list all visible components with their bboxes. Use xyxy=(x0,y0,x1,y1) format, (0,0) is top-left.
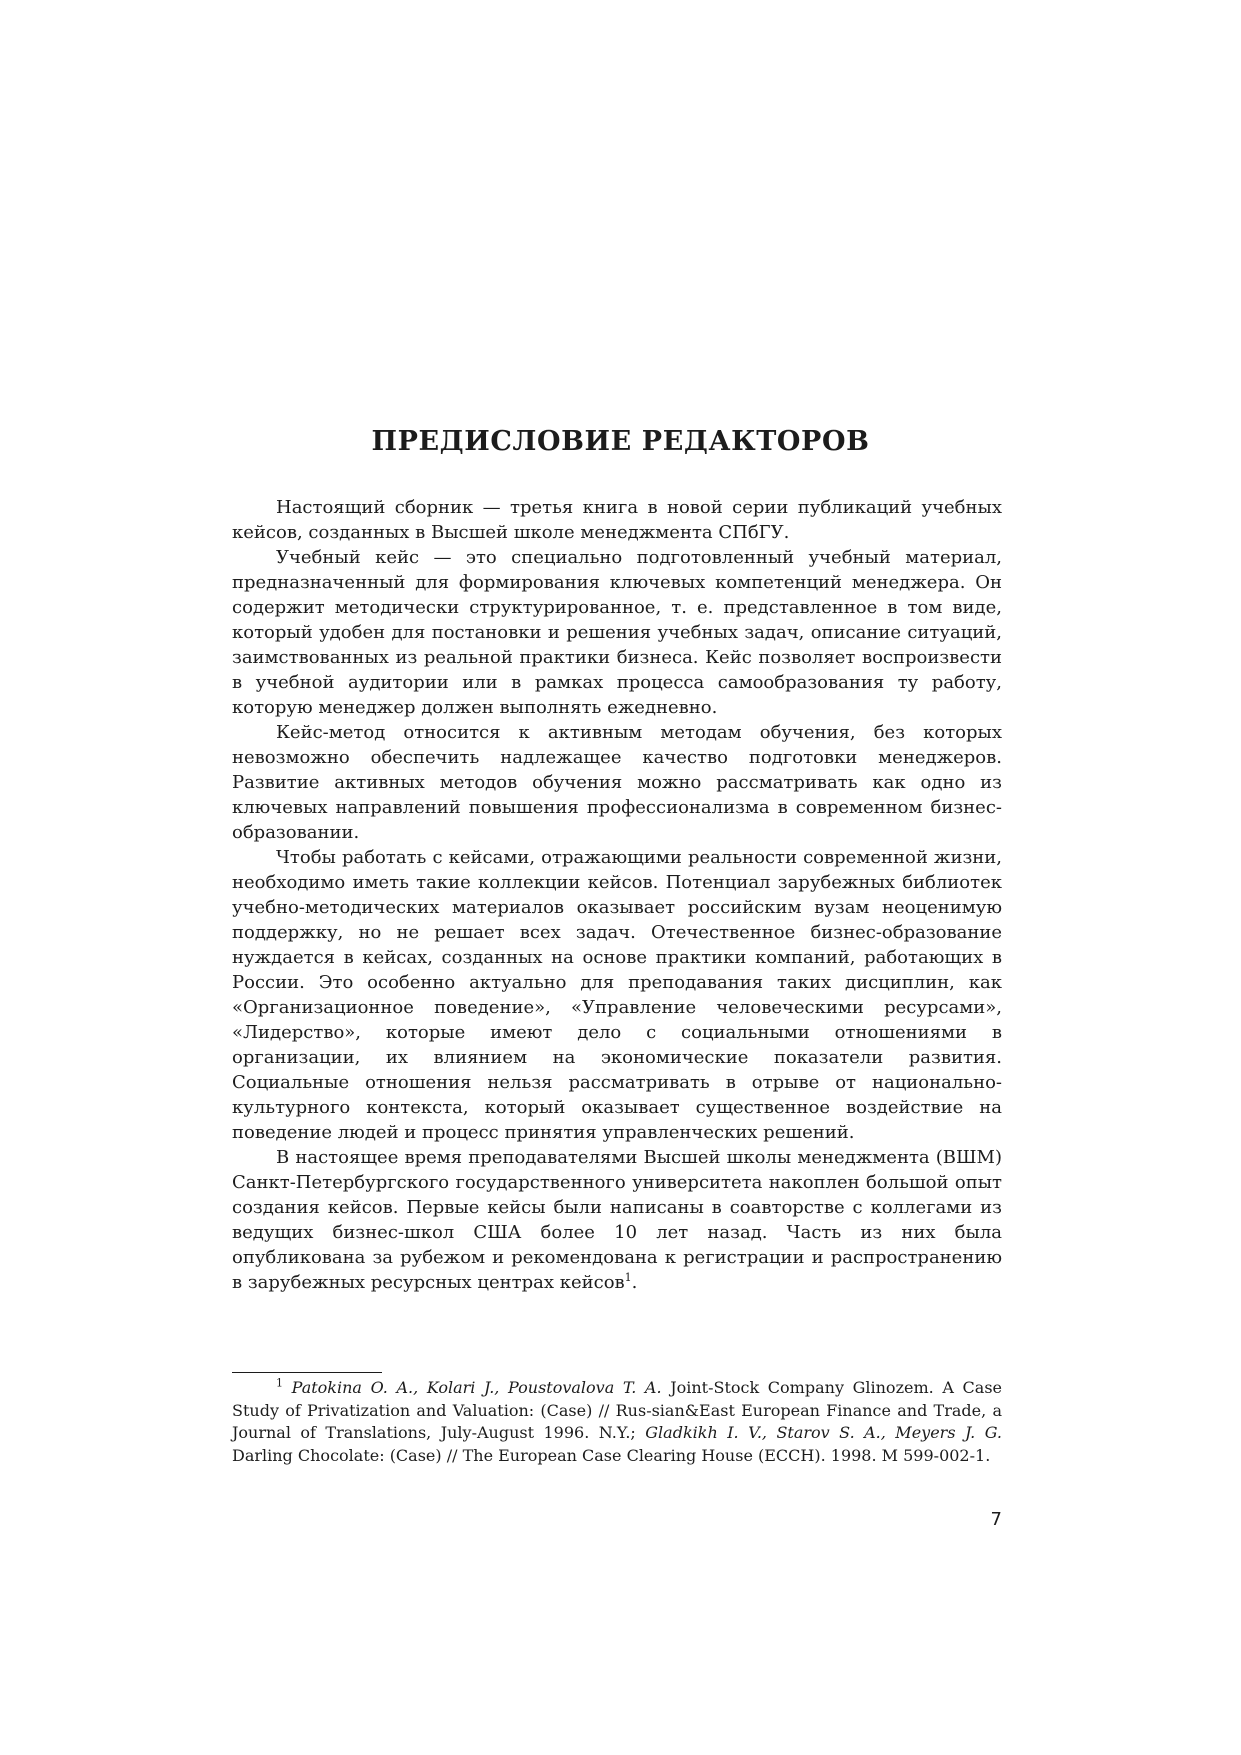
paragraph: Учебный кейс — это специально подготовленный учебный материал, предназначенный для формирования ключевых компетенций менеджера. Он содержит методически структурированное, т. е. представленное в том виде, который удобен для постановки и решения учебных задач, описание ситуаций, заимствованных из реальной практики бизнеса. Кейс позволяет воспроизвести в учебной аудитории или в рамках процесса самообразования ту работу, которую менеджер должен выполнять ежедневно. xyxy=(232,547,1002,718)
paragraph-text: В настоящее время преподавателями Высшей школы менеджмента (ВШМ) Санкт-Петербургского государственного университета накоплен большой опыт создания кейсов. Первые кейсы были написаны в соавторстве с коллегами из ведущих бизнес-школ США более 10 лет назад. Часть из них была опубликована за рубежом и рекомендована к регистрации и распространению в зарубежных ресурсных центрах кейсов xyxy=(232,1147,1002,1293)
footnote xyxy=(232,1377,1002,1467)
page-number: 7 xyxy=(990,1509,1002,1530)
paragraph: Кейс-метод относится к активным методам обучения, без которых невозможно обеспечить надлежащее качество подготовки менеджеров. Развитие активных методов обучения можно рассматривать как одно из ключевых направлений повышения профессионализма в современном бизнес-образовании. xyxy=(232,722,1002,843)
page-title: ПРЕДИСЛОВИЕ РЕДАКТОРОВ xyxy=(371,426,870,457)
footnote-text: Joint-Stock Company Glinozem. A Case Study of Privatization and Valuation: (Case) // Rus-sian&East European Finance and Trade, a Journal of Translations, July-August 1996. N.Y.; xyxy=(232,1378,1002,1442)
footnote-reference: 1 xyxy=(624,1271,632,1284)
paragraph: В настоящее время преподавателями Высшей школы менеджмента (ВШМ) Санкт-Петербургского государственного университета накоплен большой опыт создания кейсов. Первые кейсы были написаны в соавторстве с коллегами из ведущих бизнес-школ США более 10 лет назад. Часть из них была опубликована за рубежом и рекомендована к регистрации и распространению в зарубежных ресурсных центрах кейсов$^1$. xyxy=(232,1147,1002,1293)
body-text xyxy=(232,495,1002,1295)
footnote-number: 1 xyxy=(276,1376,283,1390)
footnote-text: Darling Chocolate: (Case) // The European Case Clearing House (ECCH). 1998. M 599-002-1. xyxy=(232,1445,991,1465)
footnote-authors: Patokina O. A., Kolari J., Poustovalova T. A. xyxy=(291,1378,662,1397)
footnote-divider xyxy=(232,1372,382,1373)
footnote-authors: Gladkikh I. V., Starov S. A., Meyers J. G. xyxy=(645,1423,1002,1442)
paragraph: Настоящий сборник — третья книга в новой серии публикаций учебных кейсов, созданных в Высшей школе менеджмента СПбГУ. xyxy=(232,497,1002,543)
footnotes xyxy=(232,1377,1002,1467)
paragraph: Чтобы работать с кейсами, отражающими реальности современной жизни, необходимо иметь такие коллекции кейсов. Потенциал зарубежных библиотек учебно-методических материалов оказывает российским вузам неоценимую поддержку, но не решает всех задач. Отечественное бизнес-образование нуждается в кейсах, созданных на основе практики компаний, работающих в России. Это особенно актуально для преподавания таких дисциплин, как «Организационное поведение», «Управление человеческими ресурсами», «Лидерство», которые имеют дело с социальными отношениями в организации, их влиянием на экономические показатели развития. Социальные отношения нельзя рассматривать в отрыве от национально-культурного контекста, который оказывает существенное воздействие на поведение людей и процесс принятия управленческих решений. xyxy=(232,847,1002,1143)
